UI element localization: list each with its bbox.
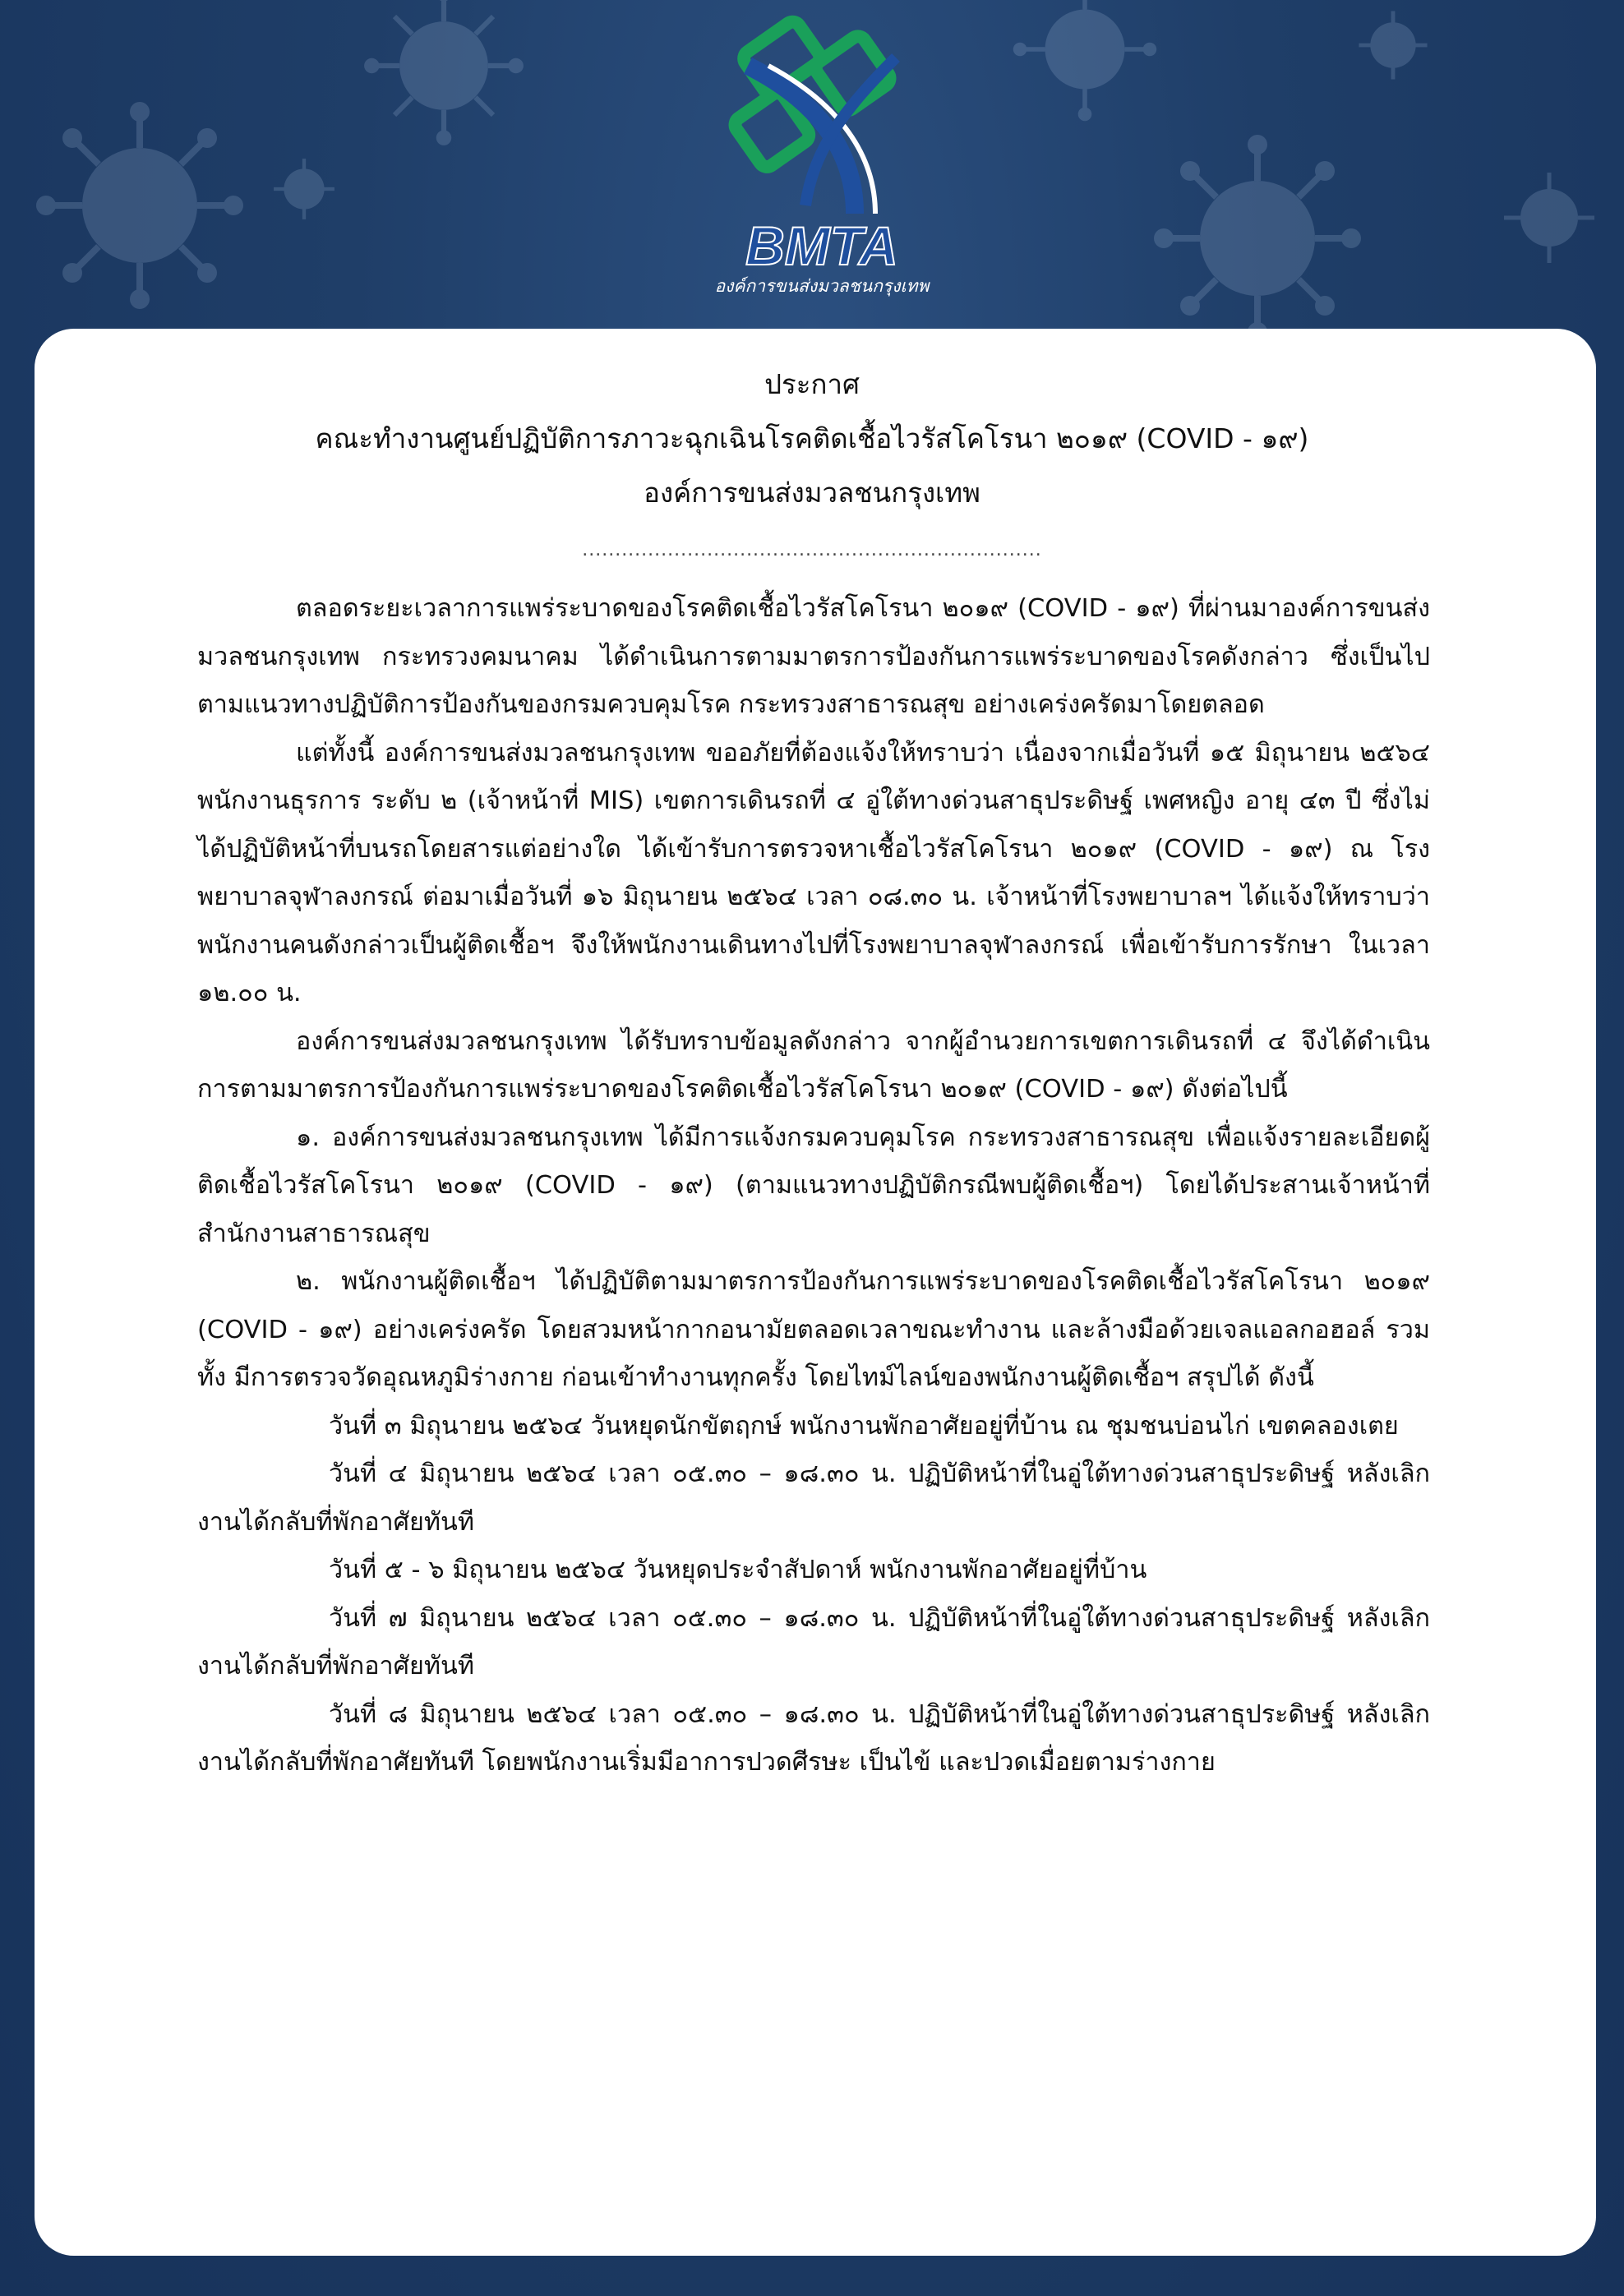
logo-org-name: องค์การขนส่งมวลชนกรุงเทพ: [714, 276, 930, 296]
committee-title: คณะทำงานศูนย์ปฏิบัติการภาวะฉุกเฉินโรคติดเชื้อไวรัสโคโรนา ๒๐๑๙ (COVID - ๑๙): [315, 422, 1309, 454]
virus-icon: [362, 0, 526, 148]
bmta-emblem-icon: [690, 8, 953, 304]
paragraph-actions-intro: องค์การขนส่งมวลชนกรุงเทพ ได้รับทราบข้อมูลดังกล่าว จากผู้อำนวยการเขตการเดินรถที่ ๔ จึงได้ดำเนินการตามมาตรการป้องกันการแพร่ระบาดของโรคติดเชื้อไวรัสโคโรนา ๒๐๑๙ (COVID - ๑๙) ดังต่อไปนี้: [197, 1026, 1430, 1104]
virus-icon: [1356, 8, 1430, 82]
timeline-entry: วันที่ ๕ - ๖ มิถุนายน ๒๕๖๔ วันหยุดประจำสัปดาห์ พนักงานพักอาศัยอยู่ที่บ้าน: [329, 1556, 1147, 1584]
timeline-entry: วันที่ ๗ มิถุนายน ๒๕๖๔ เวลา ๐๕.๓๐ – ๑๘.๓๐ น. ปฏิบัติหน้าที่ในอู่ใต้ทางด่วนสาธุประดิษฐ์ หลังเลิกงานได้กลับที่พักอาศัยทันที: [197, 1603, 1430, 1681]
timeline-entry: วันที่ ๘ มิถุนายน ๒๕๖๔ เวลา ๐๕.๓๐ – ๑๘.๓๐ น. ปฏิบัติหน้าที่ในอู่ใต้ทางด่วนสาธุประดิษฐ์ หลังเลิกงานได้กลับที่พักอาศัยทันที โดยพนักงานเริ่มมีอาการปวดศีรษะ เป็นไข้ และปวดเมื่อยตามร่างกาย: [197, 1699, 1430, 1777]
virus-icon: [1011, 0, 1159, 123]
action-item-2: ๒. พนักงานผู้ติดเชื้อฯ ได้ปฏิบัติตามมาตรการป้องกันการแพร่ระบาดของโรคติดเชื้อไวรัสโคโรนา ๒๐๑๙ (COVID - ๑๙) อย่างเคร่งครัด โดยสวมหน้ากากอนามัยตลอดเวลาขณะทำงาน และล้างมือด้วยเจลแอลกอฮอล์ รวมทั้ง มีการตรวจวัดอุณหภูมิร่างกาย ก่อนเข้าทำงานทุกครั้ง โดยไทม์ไลน์ของพนักงานผู้ติดเชื้อฯ สรุปได้ ดังนี้: [197, 1267, 1430, 1392]
paragraph-intro: ตลอดระยะเวลาการแพร่ระบาดของโรคติดเชื้อไวรัสโคโรนา ๒๐๑๙ (COVID - ๑๙) ที่ผ่านมาองค์การขนส่งมวลชนกรุงเทพ กระทรวงคมนาคม ได้ดำเนินการตามมาตรการป้องกันการแพร่ระบาดของโรคดังกล่าว ซึ่งเป็นไปตามแนวทางปฏิบัติการป้องกันของกรมควบคุมโรค กระทรวงสาธารณสุข อย่างเคร่งครัดมาโดยตลอด: [197, 594, 1430, 719]
announcement-label: ประกาศ: [764, 368, 860, 400]
organization-title: องค์การขนส่งมวลชนกรุงเทพ: [644, 477, 980, 509]
logo-wordmark: BMTA: [745, 215, 898, 276]
paragraph-case-report: แต่ทั้งนี้ องค์การขนส่งมวลชนกรุงเทพ ขออภัยที่ต้องแจ้งให้ทราบว่า เนื่องจากเมื่อวันที่ ๑๕ มิถุนายน ๒๕๖๔ พนักงานธุรการ ระดับ ๒ (เจ้าหน้าที่ MIS) เขตการเดินรถที่ ๔ อู่ใต้ทางด่วนสาธุประดิษฐ์ เพศหญิง อายุ ๔๓ ปี ซึ่งไม่ได้ปฏิบัติหน้าที่บนรถโดยสารแต่อย่างใด ได้เข้ารับการตรวจหาเชื้อไวรัสโคโรนา ๒๐๑๙ (COVID - ๑๙) ณ โรงพยาบาลจุฬาลงกรณ์ ต่อมาเมื่อวันที่ ๑๖ มิถุนายน ๒๕๖๔ เวลา ๐๘.๓๐ น. เจ้าหน้าที่โรงพยาบาลฯ ได้แจ้งให้ทราบว่าพนักงานคนดังกล่าวเป็นผู้ติดเชื้อฯ จึงให้พนักงานเดินทางไปที่โรงพยาบาลจุฬาลงกรณ์ เพื่อเข้ารับการรักษา ในเวลา ๑๒.๐๐ น.: [197, 738, 1430, 1007]
timeline-entry: วันที่ ๔ มิถุนายน ๒๕๖๔ เวลา ๐๕.๓๐ – ๑๘.๓๐ น. ปฏิบัติหน้าที่ในอู่ใต้ทางด่วนสาธุประดิษฐ์ หลังเลิกงานได้กลับที่พักอาศัยทันที: [197, 1459, 1430, 1537]
virus-icon: [271, 156, 337, 222]
timeline-entry: วันที่ ๓ มิถุนายน ๒๕๖๔ วันหยุดนักขัตฤกษ์ พนักงานพักอาศัยอยู่ที่บ้าน ณ ชุมชนบ่อนไก่ เขตคลองเตย: [329, 1411, 1399, 1441]
bmta-logo: [690, 8, 953, 304]
virus-icon: [1496, 164, 1603, 271]
announcement-body: [197, 585, 1430, 1787]
virus-icon: [1151, 131, 1364, 345]
header-separator: ......................................................................: [582, 540, 1042, 560]
virus-icon: [33, 99, 247, 312]
action-item-1: ๑. องค์การขนส่งมวลชนกรุงเทพ ได้มีการแจ้งกรมควบคุมโรค กระทรวงสาธารณสุข เพื่อแจ้งรายละเอียดผู้ติดเชื้อไวรัสโคโรนา ๒๐๑๙ (COVID - ๑๙) (ตามแนวทางปฏิบัติกรณีพบผู้ติดเชื้อฯ) โดยได้ประสานเจ้าหน้าที่สำนักงานสาธารณสุข: [197, 1123, 1430, 1248]
